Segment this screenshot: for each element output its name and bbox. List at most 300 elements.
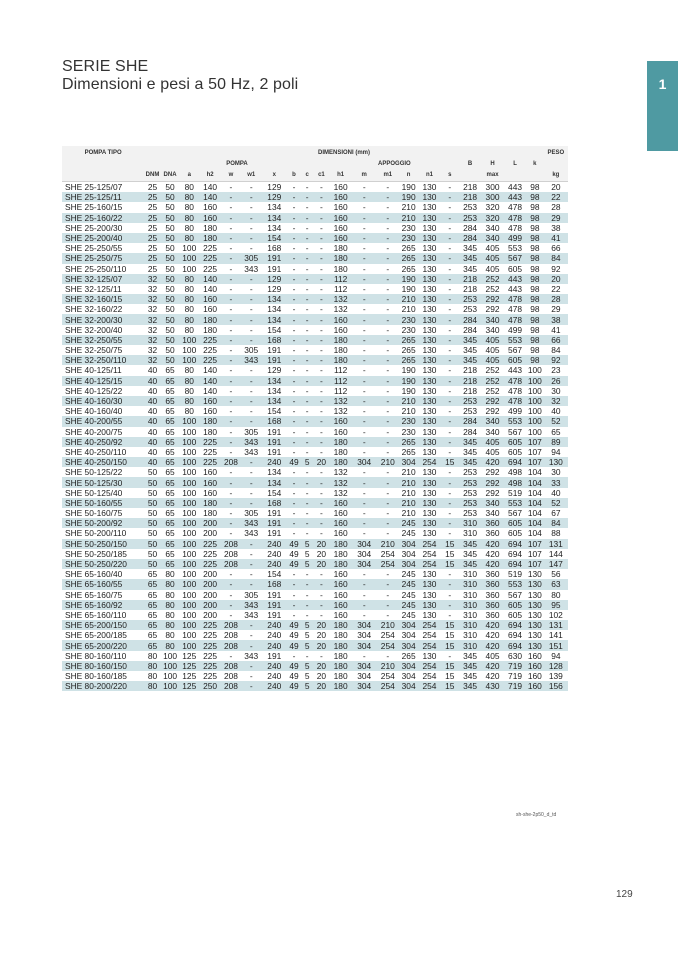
table-cell: 180 — [333, 630, 348, 641]
table-cell: - — [313, 498, 329, 508]
table-cell: 130 — [422, 487, 437, 498]
table-cell: 284 — [459, 233, 481, 243]
table-cell: 50 — [165, 182, 175, 193]
table-cell: 168 — [262, 416, 287, 426]
table-cell: 310 — [459, 518, 481, 528]
header-blank — [459, 169, 481, 182]
table-cell: - — [287, 477, 301, 487]
table-cell: 360 — [481, 600, 504, 610]
table-cell: 304 — [399, 559, 419, 569]
table-cell: 230 — [399, 416, 419, 426]
table-cell: - — [305, 528, 309, 539]
pump-model: SHE 32-250/75 — [65, 345, 123, 356]
table-cell: 443 — [508, 182, 523, 193]
table-cell: - — [292, 365, 296, 376]
table-cell: 40 — [144, 396, 160, 406]
table-cell: 252 — [481, 274, 504, 284]
table-cell: 240 — [262, 661, 287, 671]
table-cell: - — [229, 650, 233, 661]
table-row — [62, 640, 568, 650]
table-cell: 112 — [333, 283, 348, 294]
table-cell: 49 — [287, 661, 301, 671]
table-cell: 210 — [399, 498, 419, 508]
table-cell: 80 — [147, 671, 158, 682]
table-cell: 5 — [301, 620, 313, 630]
table-cell: 252 — [481, 376, 504, 386]
table-cell: 310 — [463, 528, 478, 539]
table-cell: 225 — [199, 620, 221, 630]
table-cell: 405 — [481, 253, 504, 263]
table-cell: - — [377, 335, 399, 345]
table-cell: 230 — [401, 222, 416, 233]
table-row — [62, 477, 568, 487]
pump-model: SHE 50-125/22 — [65, 467, 123, 478]
table-cell: 254 — [419, 539, 441, 549]
table-cell: 160 — [330, 314, 352, 324]
table-cell: - — [440, 579, 459, 589]
table-cell: - — [301, 396, 313, 406]
table-cell: 129 — [262, 274, 287, 284]
table-cell: - — [287, 253, 301, 263]
table-cell: - — [386, 406, 390, 417]
table-cell: - — [241, 498, 262, 508]
table-cell: 22 — [551, 283, 561, 294]
table-cell: 304 — [399, 681, 419, 691]
pump-model: SHE 32-200/30 — [62, 314, 144, 324]
table-cell: - — [241, 579, 262, 589]
table-cell: 100 — [182, 243, 197, 254]
table-cell: - — [292, 569, 296, 580]
table-cell: 50 — [161, 253, 180, 263]
pump-model: SHE 80-160/185 — [65, 671, 127, 682]
pump-model: SHE 50-250/150 — [62, 539, 144, 549]
table-cell: 29 — [544, 213, 568, 223]
table-cell: 80 — [161, 600, 180, 610]
table-cell: - — [313, 314, 329, 324]
table-cell: - — [229, 243, 233, 254]
table-cell: 130 — [422, 263, 437, 274]
table-row — [62, 264, 568, 274]
table-cell: 253 — [459, 294, 481, 304]
table-cell: 208 — [221, 559, 241, 569]
table-cell: 130 — [419, 294, 441, 304]
table-cell: 340 — [485, 508, 500, 519]
table-cell: 304 — [401, 671, 416, 682]
table-row — [62, 365, 568, 375]
table-cell: 144 — [548, 548, 563, 559]
table-cell: - — [292, 487, 296, 498]
table-cell: 80 — [184, 202, 194, 213]
table-cell: 98 — [526, 294, 544, 304]
table-cell: 310 — [459, 640, 481, 650]
table-cell: 180 — [330, 437, 352, 447]
pump-model: SHE 40-200/75 — [65, 426, 123, 437]
table-cell: 100 — [182, 508, 197, 519]
table-cell: - — [249, 630, 253, 641]
table-cell: - — [301, 233, 313, 243]
table-cell: 98 — [530, 324, 540, 335]
table-cell: 32 — [147, 324, 158, 335]
table-cell: 719 — [504, 661, 526, 671]
header-col-w1: w1 — [241, 169, 262, 182]
table-cell: - — [313, 518, 329, 528]
table-cell: 40 — [147, 385, 158, 396]
table-cell: 305 — [244, 426, 259, 437]
table-cell: 180 — [330, 681, 352, 691]
table-cell: - — [386, 202, 390, 213]
table-cell: 360 — [485, 528, 500, 539]
table-cell: - — [362, 345, 366, 356]
table-cell: 80 — [179, 192, 199, 202]
table-cell: 225 — [199, 661, 221, 671]
table-cell: 104 — [527, 477, 542, 488]
table-cell: 131 — [544, 539, 568, 549]
table-cell: 292 — [485, 487, 500, 498]
table-cell: - — [241, 539, 262, 549]
table-cell: - — [292, 406, 296, 417]
table-cell: 300 — [481, 192, 504, 202]
table-cell: 5 — [304, 548, 310, 559]
table-cell: 130 — [527, 579, 542, 590]
table-cell: 345 — [459, 457, 481, 467]
table-cell: 80 — [179, 233, 199, 243]
table-cell: - — [352, 314, 377, 324]
table-cell: - — [362, 609, 366, 620]
table-cell: 80 — [179, 376, 199, 386]
table-cell: 160 — [333, 528, 348, 539]
table-cell: - — [313, 213, 329, 223]
table-cell: 50 — [144, 518, 160, 528]
table-cell: 100 — [182, 487, 197, 498]
table-cell: 254 — [422, 671, 437, 682]
table-cell: 139 — [548, 671, 563, 682]
table-cell: 304 — [357, 671, 372, 682]
table-cell: 134 — [262, 314, 287, 324]
table-cell: 130 — [422, 406, 437, 417]
table-cell: 253 — [463, 202, 478, 213]
table-cell: - — [287, 437, 301, 447]
table-cell: - — [320, 202, 323, 213]
table-cell: - — [287, 213, 301, 223]
table-cell: - — [287, 294, 301, 304]
table-cell: 112 — [330, 274, 352, 284]
table-cell: 405 — [485, 243, 500, 254]
table-cell: 40 — [147, 365, 158, 376]
table-cell: - — [448, 365, 452, 376]
table-cell: 245 — [401, 569, 416, 580]
table-cell: 340 — [485, 222, 500, 233]
table-cell: 180 — [330, 559, 352, 569]
table-cell: 310 — [463, 630, 478, 641]
table-cell: - — [362, 446, 366, 457]
table-cell: - — [229, 528, 233, 539]
table-cell: 50 — [147, 528, 158, 539]
table-cell: - — [386, 365, 390, 376]
table-cell: 50 — [165, 304, 175, 315]
table-cell: - — [386, 528, 390, 539]
header-max: max — [481, 169, 504, 182]
table-row — [62, 569, 568, 579]
table-cell: 15 — [440, 559, 459, 569]
table-cell: 65 — [161, 559, 180, 569]
pump-model: SHE 65-200/150 — [62, 620, 144, 630]
table-cell: 254 — [422, 548, 437, 559]
table-cell: 478 — [508, 222, 523, 233]
table-cell: 343 — [244, 650, 259, 661]
pump-model: SHE 32-160/15 — [62, 294, 144, 304]
table-cell: 15 — [440, 620, 459, 630]
table-cell: 160 — [527, 671, 542, 682]
table-cell: - — [320, 528, 323, 539]
table-cell: 360 — [485, 589, 500, 600]
table-cell: 100 — [179, 640, 199, 650]
table-cell: - — [448, 385, 452, 396]
pump-model: SHE 50-250/220 — [62, 559, 144, 569]
table-body — [62, 182, 568, 692]
table-cell: 80 — [165, 609, 175, 620]
table-cell: 210 — [399, 294, 419, 304]
header-blank — [62, 169, 144, 182]
table-cell: 208 — [221, 661, 241, 671]
pump-model: SHE 32-125/11 — [65, 283, 122, 294]
table-cell: 225 — [199, 335, 221, 345]
table-cell: 345 — [459, 335, 481, 345]
table-cell: 310 — [459, 600, 481, 610]
table-cell: 80 — [179, 274, 199, 284]
table-cell: 130 — [422, 508, 437, 519]
table-cell: 567 — [508, 589, 523, 600]
table-cell: - — [377, 518, 399, 528]
table-cell: 130 — [419, 396, 441, 406]
table-cell: 304 — [401, 630, 416, 641]
table-cell: 191 — [267, 426, 282, 437]
table-cell: - — [448, 650, 452, 661]
table-cell: 191 — [262, 355, 287, 365]
table-cell: 67 — [551, 508, 561, 519]
table-row — [62, 528, 568, 538]
table-cell: 553 — [504, 335, 526, 345]
table-cell: 320 — [481, 213, 504, 223]
table-cell: 340 — [481, 498, 504, 508]
table-cell: 98 — [526, 253, 544, 263]
table-cell: - — [287, 274, 301, 284]
table-cell: - — [305, 569, 309, 580]
header-pump-type: POMPA TIPO — [62, 146, 144, 159]
header-col-h2: h2 — [199, 169, 221, 182]
table-cell: 253 — [463, 304, 478, 315]
table-cell: - — [249, 406, 253, 417]
table-cell: 25 — [147, 182, 158, 193]
table-cell: 100 — [179, 416, 199, 426]
table-cell: 40 — [147, 446, 158, 457]
table-cell: 65 — [161, 498, 180, 508]
table-cell: - — [229, 487, 233, 498]
table-cell: 50 — [165, 324, 175, 335]
table-cell: 25 — [147, 263, 158, 274]
table-cell: - — [301, 192, 313, 202]
table-cell: 284 — [459, 416, 481, 426]
pump-model: SHE 32-250/55 — [62, 335, 144, 345]
table-cell: 304 — [357, 630, 372, 641]
table-cell: 40 — [144, 376, 160, 386]
pump-model: SHE 80-200/220 — [62, 681, 144, 691]
table-cell: 66 — [551, 243, 561, 254]
table-cell: - — [287, 518, 301, 528]
table-cell: 154 — [267, 487, 282, 498]
table-cell: - — [241, 314, 262, 324]
table-cell: 65 — [165, 426, 175, 437]
pump-model: SHE 32-160/22 — [65, 304, 123, 315]
table-cell: 98 — [526, 192, 544, 202]
table-cell: - — [362, 467, 366, 478]
table-cell: 345 — [459, 253, 481, 263]
table-cell: - — [305, 182, 309, 193]
table-cell: 50 — [161, 314, 180, 324]
table-cell: 210 — [399, 396, 419, 406]
table-cell: 360 — [481, 579, 504, 589]
table-cell: 104 — [527, 508, 542, 519]
table-cell: - — [386, 243, 390, 254]
table-cell: 25 — [144, 233, 160, 243]
table-cell: 50 — [147, 487, 158, 498]
table-cell: 230 — [401, 324, 416, 335]
table-cell: 284 — [463, 222, 478, 233]
table-cell: - — [320, 324, 323, 335]
table-cell: 40 — [144, 416, 160, 426]
table-row — [62, 579, 568, 589]
table-cell: 345 — [463, 345, 478, 356]
table-cell: 98 — [530, 345, 540, 356]
table-cell: 130 — [527, 640, 542, 651]
table-cell: 345 — [459, 661, 481, 671]
table-cell: 104 — [527, 487, 542, 498]
table-cell: - — [320, 304, 323, 315]
table-cell: 225 — [199, 640, 221, 650]
table-cell: 20 — [313, 620, 329, 630]
table-cell: 23 — [551, 365, 561, 376]
pump-model: SHE 65-160/55 — [62, 579, 144, 589]
header-col-H: H — [481, 159, 504, 169]
table-cell: 605 — [504, 600, 526, 610]
table-cell: 225 — [199, 457, 221, 467]
table-cell: 180 — [330, 253, 352, 263]
table-cell: 65 — [147, 609, 158, 620]
table-cell: 180 — [330, 539, 352, 549]
table-cell: 80 — [184, 324, 194, 335]
table-cell: - — [229, 446, 233, 457]
table-cell: 66 — [544, 335, 568, 345]
table-cell: 84 — [544, 518, 568, 528]
table-cell: - — [352, 477, 377, 487]
table-cell: 65 — [144, 640, 160, 650]
table-cell: 210 — [399, 213, 419, 223]
table-cell: 130 — [422, 182, 437, 193]
table-cell: 49 — [287, 539, 301, 549]
table-cell: 225 — [199, 539, 221, 549]
table-cell: 50 — [144, 498, 160, 508]
table-cell: - — [440, 192, 459, 202]
table-cell: 22 — [544, 192, 568, 202]
table-cell: 208 — [221, 681, 241, 691]
table-row — [62, 600, 568, 610]
table-cell: - — [249, 324, 253, 335]
table-cell: - — [440, 294, 459, 304]
table-cell: 32 — [144, 314, 160, 324]
table-cell: 130 — [422, 609, 437, 620]
table-cell: 191 — [262, 518, 287, 528]
table-cell: 304 — [399, 539, 419, 549]
table-cell: - — [352, 294, 377, 304]
table-cell: 160 — [333, 508, 348, 519]
table-cell: - — [448, 528, 452, 539]
table-cell: - — [448, 283, 452, 294]
table-cell: 130 — [422, 467, 437, 478]
table-cell: - — [320, 243, 323, 254]
table-cell: - — [249, 222, 253, 233]
table-cell: 20 — [313, 559, 329, 569]
table-cell: - — [229, 222, 233, 233]
table-cell: 65 — [144, 620, 160, 630]
table-cell: 100 — [527, 365, 542, 376]
table-cell: - — [377, 294, 399, 304]
table-cell: - — [241, 213, 262, 223]
header-col-B: B — [459, 159, 481, 169]
table-cell: 134 — [267, 222, 282, 233]
table-cell: 210 — [377, 620, 399, 630]
table-cell: 29 — [551, 304, 561, 315]
table-cell: - — [386, 304, 390, 315]
table-cell: - — [362, 222, 366, 233]
table-cell: - — [362, 406, 366, 417]
table-cell: - — [440, 213, 459, 223]
page-number: 129 — [616, 889, 633, 900]
table-cell: 100 — [179, 579, 199, 589]
table-cell: 50 — [161, 213, 180, 223]
table-cell: 5 — [301, 457, 313, 467]
table-cell: 210 — [377, 457, 399, 467]
table-cell: 304 — [399, 661, 419, 671]
section-tab — [647, 61, 678, 151]
header-col-n: n — [399, 169, 419, 182]
table-cell: 478 — [504, 213, 526, 223]
table-cell: 107 — [527, 559, 542, 570]
table-cell: - — [301, 274, 313, 284]
table-row — [62, 488, 568, 498]
table-cell: 40 — [551, 487, 561, 498]
table-cell: 208 — [221, 539, 241, 549]
table-cell: 98 — [526, 274, 544, 284]
table-cell: - — [292, 426, 296, 437]
table-cell: 65 — [144, 600, 160, 610]
table-cell: - — [305, 446, 309, 457]
table-cell: 160 — [527, 650, 542, 661]
table-cell: 130 — [422, 202, 437, 213]
table-cell: - — [301, 437, 313, 447]
table-cell: - — [320, 365, 323, 376]
table-cell: - — [352, 498, 377, 508]
table-cell: - — [377, 498, 399, 508]
pump-model: SHE 25-250/75 — [62, 253, 144, 263]
table-cell: 104 — [527, 528, 542, 539]
table-cell: 160 — [333, 182, 348, 193]
table-cell: - — [377, 600, 399, 610]
pump-model: SHE 80-160/110 — [65, 650, 127, 661]
table-cell: 130 — [422, 283, 437, 294]
table-cell: 65 — [161, 477, 180, 487]
table-cell: 254 — [380, 671, 395, 682]
table-cell: 98 — [526, 233, 544, 243]
table-cell: 5 — [301, 559, 313, 569]
